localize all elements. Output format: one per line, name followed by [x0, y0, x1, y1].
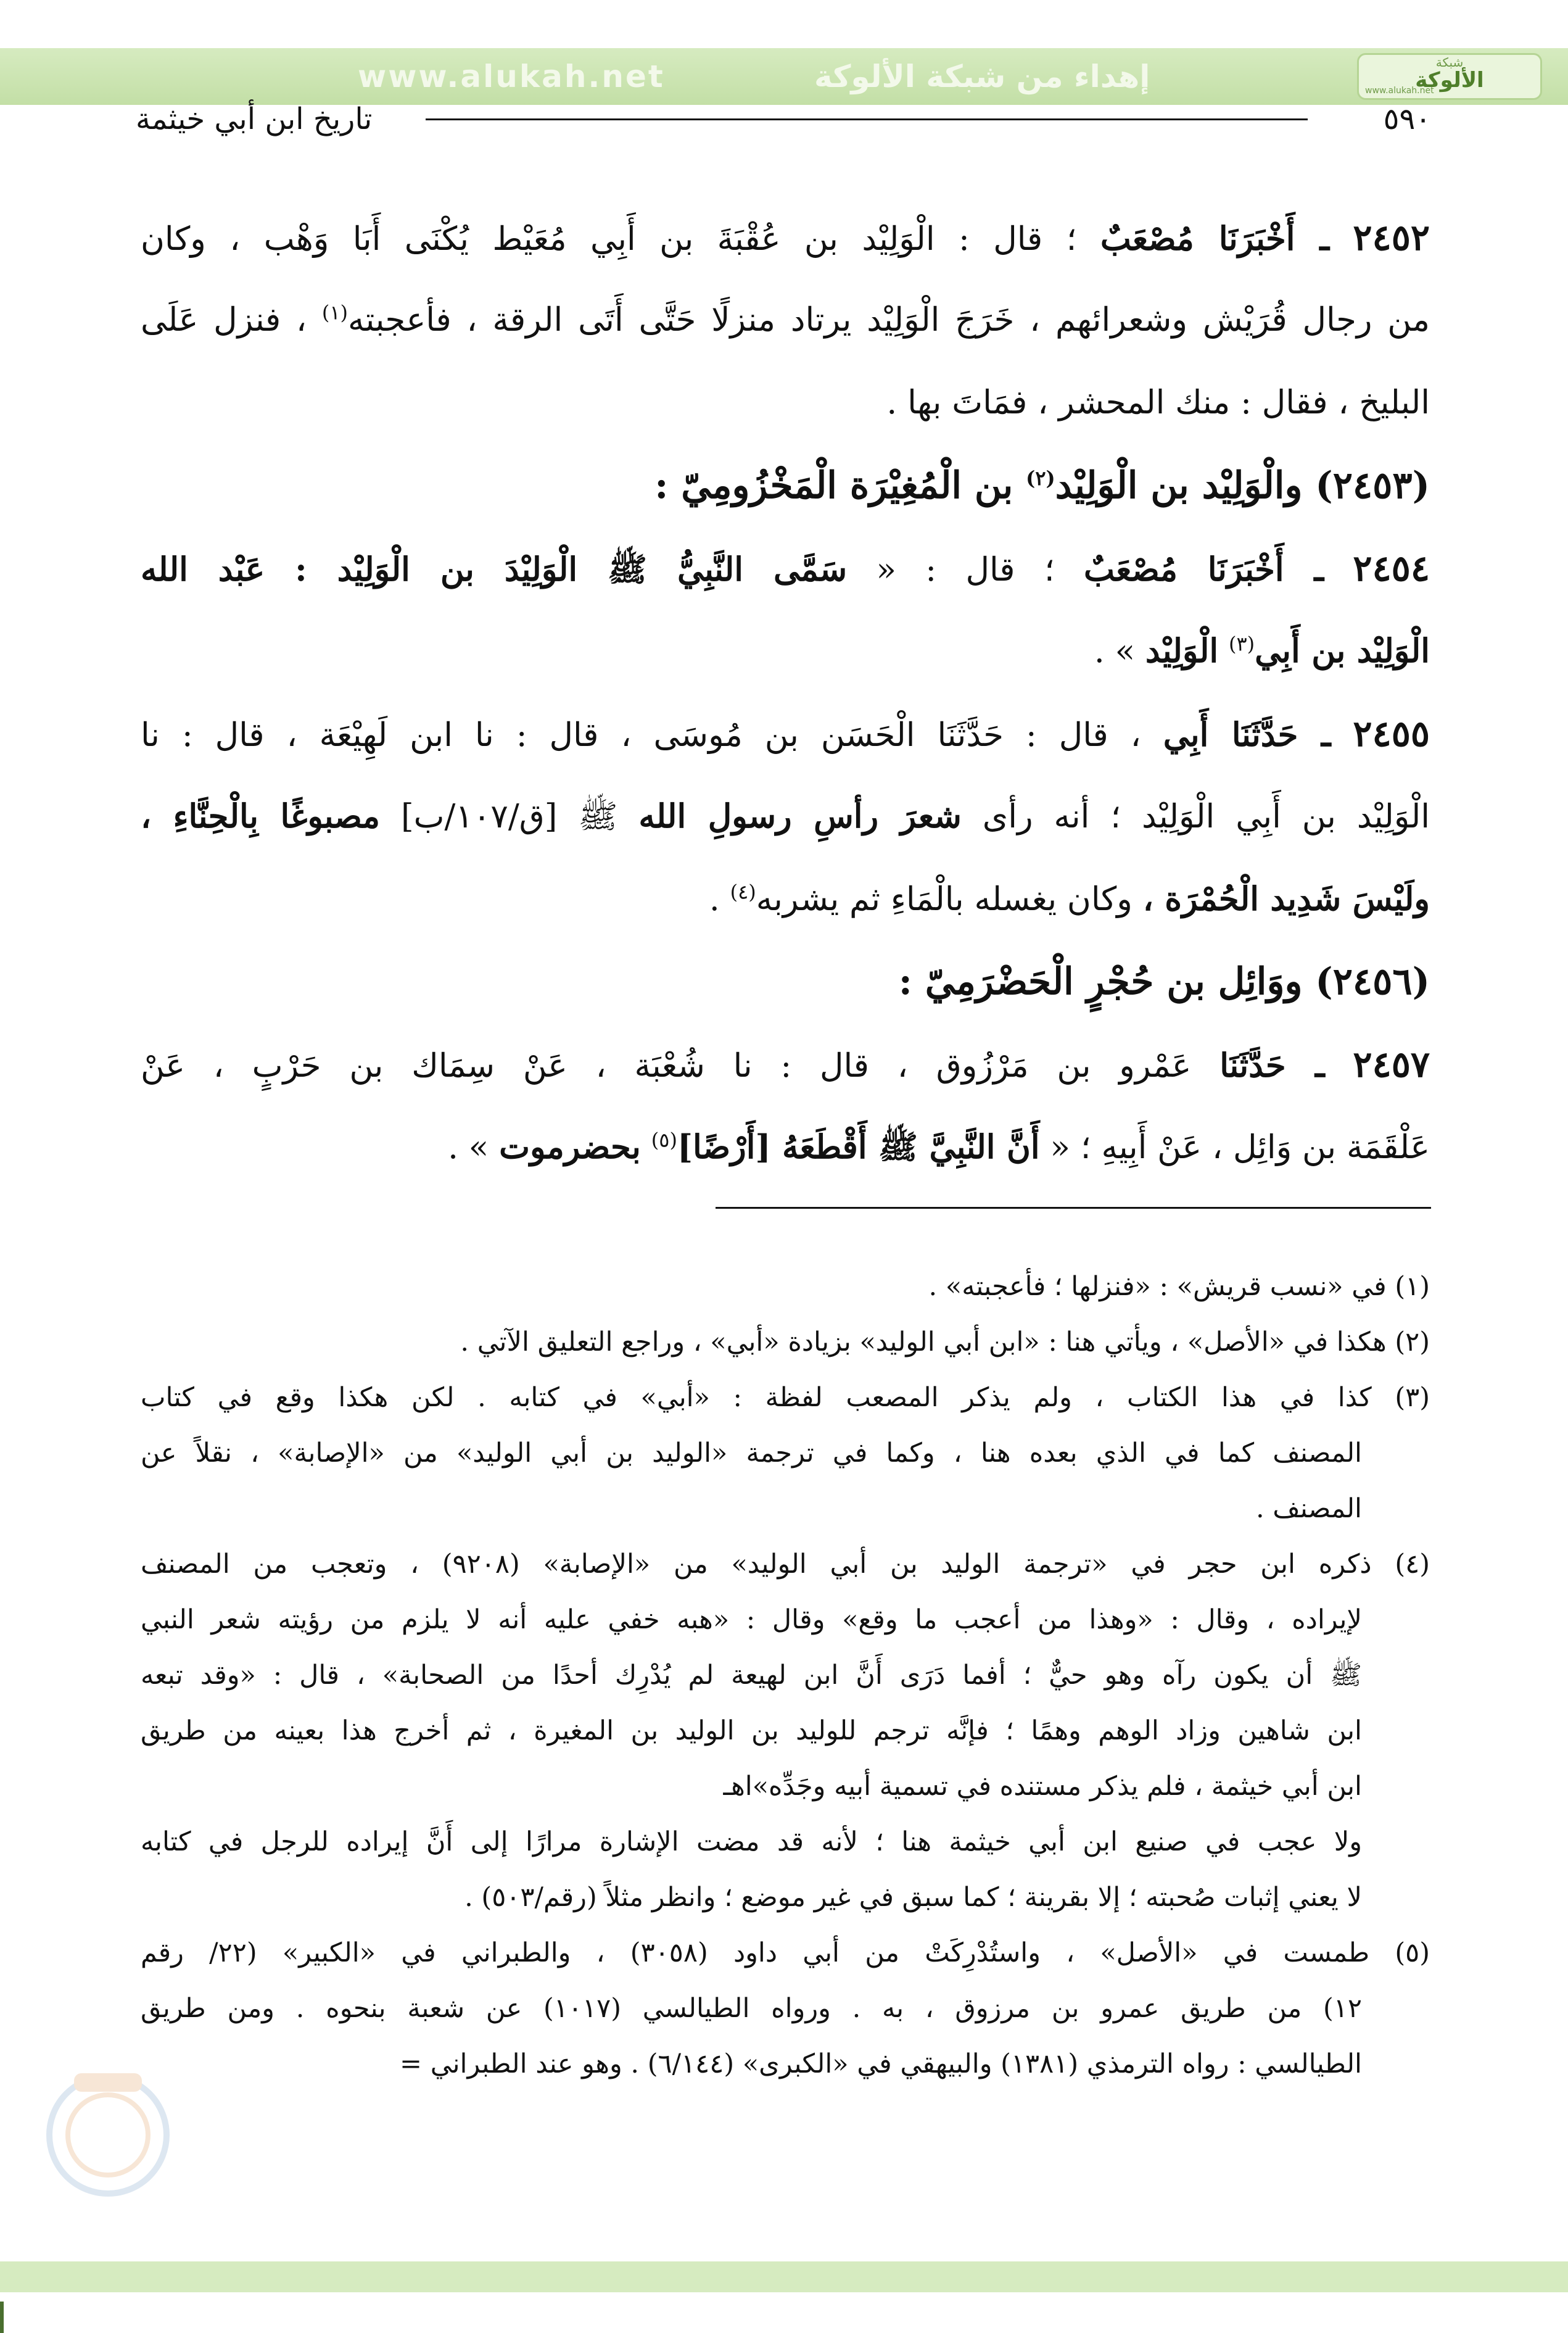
footnote-4 [141, 1536, 1430, 1592]
banner-dedication: إهداء من شبكة الألوكة [814, 59, 1150, 94]
text-line [141, 362, 1430, 444]
footnote-4-cont [141, 1870, 1430, 1925]
entry-number: ٢٤٥٥ [1353, 713, 1430, 755]
heading-text: بن الْمُغِيْرَة الْمَخْزُومِيّ : [654, 464, 1013, 507]
footnote-text: المصنف كما في الذي بعده هنا ، وكما في ترجمة «الوليد بن أبي الوليد» من «الإصابة» ، نقلاً عن [141, 1438, 1362, 1469]
footnote-text: المصنف . [1255, 1493, 1362, 1524]
footnote-text: (٤) ذكره ابن حجر في «ترجمة الوليد بن أبي الوليد» من «الإصابة» (٩٢٠٨) ، وتعجب من المصنف [141, 1549, 1430, 1580]
line-text: ، قال : حَدَّثَنَا الْحَسَن بن مُوسَى ، قال : نا ابن لَهِيْعَة ، قال : نا [141, 716, 1141, 754]
hadith-text: مصبوغًا بِالْحِنَّاءِ ، [141, 797, 381, 835]
footer-band [0, 2261, 1568, 2292]
logo-main-text: الألوكة [1415, 68, 1484, 93]
footnote-2 [141, 1314, 1430, 1370]
footnote-text: لإيراده ، وقال : «وهذا من أعجب ما وقع» وقال : «هبه خفي عليه أنه لا يلزم من رؤيته شعر النبي [141, 1604, 1362, 1635]
footnote-ref[interactable]: (٢) [1026, 466, 1055, 490]
text-line [141, 279, 1430, 362]
narrator-lead: ـ أَخْبَرَنَا مُصْعَبٌ [1084, 550, 1324, 589]
line-text: من رجال قُرَيْش وشعرائهم ، خَرَجَ الْوَلِيْد يرتاد منزلًا حَتَّى أَتَى الرقة ، فأعجبته [348, 301, 1430, 339]
entry-number: ٢٤٥٧ [1353, 1043, 1430, 1085]
footnotes [141, 1259, 1430, 2092]
logo-url-text: www.alukah.net [1365, 86, 1434, 96]
hadith-text: سَمَّى النَّبِيُّ ﷺ الْوَلِيْدَ بن الْوَلِيْد : عَبْد الله [141, 550, 848, 589]
section-heading [141, 444, 1430, 527]
logo-top-text: شبكة [1435, 55, 1464, 70]
book-title: تاريخ ابن أبي خيثمة [136, 102, 373, 136]
text-line [141, 775, 1430, 858]
footnote-ref[interactable]: (٥) [651, 1128, 677, 1152]
footnote-text: ولا عجب في صنيع ابن أبي خيثمة هنا ؛ لأنه قد مضت الإشارة مرارًا إلى أَنَّ إيراده للرجل في كتابه [141, 1826, 1362, 1857]
footnote-3-cont [141, 1425, 1430, 1481]
line-text: ؛ قال : الْوَلِيْد بن عُقْبَةَ بن أَبِي مُعَيْط يُكْنَى أَبَا وَهْب ، وكان [141, 220, 1077, 258]
line-text: الْوَلِيْد بن أَبِي الْوَلِيْد ؛ أنه رأى [982, 798, 1430, 835]
footnote-4-cont [141, 1703, 1430, 1759]
footnote-ref[interactable]: (٣) [1228, 632, 1255, 656]
line-text: ، فنزل عَلَى [141, 301, 307, 339]
footnote-text: ﷺ أن يكون رآه وهو حيٌّ ؛ أفما دَرَى أَنَّ ابن لهيعة لم يُدْرِك أحدًا من الصحابة» ، قال : «وقد تبعه [141, 1660, 1362, 1691]
footnote-3 [141, 1370, 1430, 1425]
footnote-text: (٥) طمست في «الأصل» ، واستُدْرِكَتْ من أبي داود (٣٠٥٨) ، والطبراني في «الكبير» (٢٢/ رقم [141, 1937, 1430, 1968]
header-rule [426, 118, 1308, 120]
footnote-text: ابن أبي خيثمة ، فلم يذكر مستنده في تسمية أبيه وجَدِّه»اهـ [723, 1771, 1362, 1802]
hadith-text: الْوَلِيْد بن أَبِي [1255, 632, 1430, 670]
footnote-text: (١) في «نسب قريش» : «فنزلها ؛ فأعجبته» . [928, 1271, 1430, 1302]
footnote-1 [141, 1259, 1430, 1314]
text-line [141, 1023, 1430, 1106]
entry-number: ٢٤٥٤ [1353, 547, 1430, 589]
line-text: وكان يغسله بالْمَاءِ ثم يشربه [756, 881, 1133, 918]
page-number: ٥٩٠ [1383, 102, 1431, 136]
corner-mark [0, 2302, 4, 2333]
narrator-lead: ـ حَدَّثَنَا أَبِي [1163, 716, 1331, 754]
line-text: » . [1094, 632, 1136, 670]
footnote-text: (٣) كذا في هذا الكتاب ، ولم يذكر المصعب لفظة : «أبي» في كتابه . لكن هكذا وقع في كتاب [141, 1382, 1430, 1413]
narrator-lead: ـ حَدَّثَنَا [1219, 1046, 1325, 1085]
footnote-5-cont [141, 2036, 1430, 2092]
publisher-banner [0, 48, 1568, 105]
text-line [141, 858, 1430, 940]
text-line [141, 610, 1430, 692]
heading-text: (٢٤٥٣) والْوَلِيْد بن الْوَلِيْد [1055, 464, 1430, 507]
footnote-ref[interactable]: (١) [321, 300, 349, 325]
footnote-4-cont [141, 1814, 1430, 1870]
hadith-text: الْوَلِيْد [1145, 632, 1219, 670]
alukah-logo [1357, 53, 1542, 100]
text-line [141, 196, 1430, 279]
line-text: » . [448, 1129, 489, 1166]
line-text: البليخ ، فقال : منك المحشر ، فمَاتَ بها . [886, 384, 1430, 421]
text-line [141, 692, 1430, 775]
line-text: عَلْقَمَة بن وَائِل ، عَنْ أَبِيهِ ؛ « [1050, 1129, 1430, 1166]
watermark-seal-icon [37, 2055, 179, 2209]
footnote-5 [141, 1925, 1430, 1981]
footnote-5-cont [141, 1981, 1430, 2036]
line-text: ؛ قال : « [876, 551, 1055, 589]
entry-number: ٢٤٥٢ [1353, 217, 1430, 259]
footnote-4-cont [141, 1592, 1430, 1647]
hadith-text: ولَيْسَ شَدِيد الْحُمْرَة ، [1142, 880, 1430, 918]
line-text: . [709, 881, 720, 918]
hadith-text: شعرَ رأسِ رسولِ الله [638, 797, 962, 835]
hadith-text: أَنَّ النَّبِيَّ ﷺ أَقْطَعَهُ [أَرْضًا] [677, 1128, 1040, 1166]
footnote-text: ١٢) من طريق عمرو بن مرزوق ، به . ورواه الطيالسي (١٠١٧) عن شعبة بنحوه . ومن طريق [141, 1993, 1362, 2024]
footnote-text: (٢) هكذا في «الأصل» ، ويأتي هنا : «ابن أبي الوليد» بزيادة «أبي» ، وراجع التعليق الآتي . [460, 1327, 1430, 1357]
page-header [136, 97, 1431, 141]
banner-url[interactable]: www.alukah.net [358, 59, 665, 94]
footnote-3-cont [141, 1481, 1430, 1536]
text-line [141, 1106, 1430, 1188]
footnote-ref[interactable]: (٤) [730, 880, 756, 904]
text-line [141, 527, 1430, 610]
narrator-lead: ـ أَخْبَرَنَا مُصْعَبٌ [1100, 220, 1329, 258]
heading-text: (٢٤٥٦) ووَائِل بن حُجْرٍ الْحَضْرَمِيّ : [898, 960, 1430, 1003]
section-heading [141, 940, 1430, 1023]
footnote-4-cont [141, 1647, 1430, 1703]
footnote-4-cont [141, 1759, 1430, 1814]
line-text: ﷺ [ق/١٠٧/ب] [400, 798, 618, 835]
footnote-separator [716, 1207, 1431, 1209]
line-text: عَمْرو بن مَرْزُوق ، قال : نا شُعْبَة ، عَنْ سِمَاك بن حَرْبٍ ، عَنْ [141, 1047, 1192, 1085]
footnote-text: لا يعني إثبات صُحبته ؛ إلا بقرينة ؛ كما سبق في غير موضع ؛ وانظر مثلاً (رقم/٥٠٣) . [464, 1882, 1362, 1913]
footnote-text: ابن شاهين وزاد الوهم وهمًا ؛ فإنَّه ترجم للوليد بن الوليد بن المغيرة ، ثم أخرج هذا بعينه من طريق [141, 1715, 1362, 1746]
footnote-text: الطيالسي : رواه الترمذي (١٣٨١) والبيهقي في «الكبرى» (٦/١٤٤) . وهو عند الطبراني = [400, 2049, 1362, 2079]
hadith-text: بحضرموت [499, 1128, 641, 1166]
main-text [141, 196, 1430, 1188]
